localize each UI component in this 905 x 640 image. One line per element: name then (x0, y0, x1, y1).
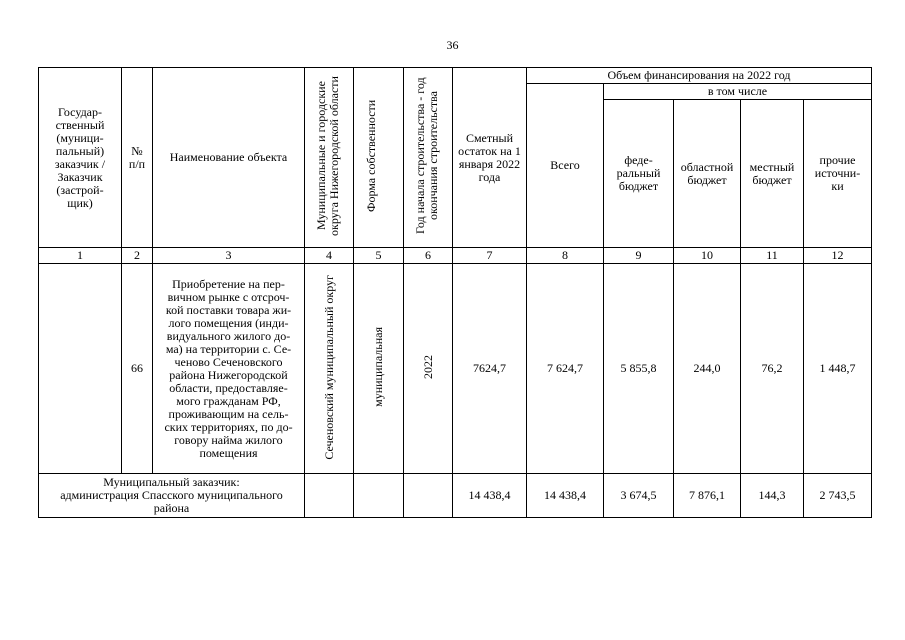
row-object-name-text: Приобретение на пер- вичном рынке с отсроч- кой поставки товара жи- лого помещения (инди- видуального жилого до- ма) на территории с. Се- ченово Сеченовского района Нижегородской области, предоставляе- мого гражданам РФ, проживающим на сель- ских территориях, по до- говору найма жилого помещения (164, 276, 293, 460)
header-regional-text: областной бюджет (680, 159, 734, 187)
col-num-6: 6 (404, 248, 453, 264)
summary-label (39, 474, 305, 518)
row-municipality (305, 264, 354, 474)
row-object-name (153, 264, 305, 474)
col-num-7: 7 (453, 248, 527, 264)
summary-municipality (305, 474, 354, 518)
col-num-11: 11 (741, 248, 804, 264)
header-federal-text: феде- ральный бюджет (616, 153, 661, 193)
col-num-12: 12 (804, 248, 872, 264)
header-funding-group: Объем финансирования на 2022 год (527, 68, 872, 84)
summary-local: 144,3 (741, 474, 804, 518)
header-local (741, 100, 804, 248)
page-number: 36 (446, 38, 459, 52)
summary-estimate: 14 438,4 (453, 474, 527, 518)
row-ownership-text: муниципальная (371, 327, 385, 407)
row-federal: 5 855,8 (604, 264, 674, 474)
row-ownership (354, 264, 404, 474)
header-other-text: прочие источни- ки (814, 153, 861, 193)
financing-table (38, 67, 872, 518)
row-number: 66 (122, 264, 153, 474)
header-regional (674, 100, 741, 248)
header-other (804, 100, 872, 248)
row-years-text: 2022 (420, 355, 435, 379)
summary-total: 14 438,4 (527, 474, 604, 518)
column-number-row (39, 248, 872, 264)
summary-federal: 3 674,5 (604, 474, 674, 518)
row-years (404, 264, 453, 474)
row-estimate: 7624,7 (453, 264, 527, 474)
col-num-9: 9 (604, 248, 674, 264)
header-number (122, 68, 153, 248)
header-years-text: Год начала строительства - год окончания строительства (413, 77, 440, 235)
header-federal (604, 100, 674, 248)
header-ownership (354, 68, 404, 248)
table-row (39, 264, 872, 474)
summary-ownership (354, 474, 404, 518)
header-including: в том числе (604, 84, 872, 100)
col-num-2: 2 (122, 248, 153, 264)
col-num-5: 5 (354, 248, 404, 264)
row-local: 76,2 (741, 264, 804, 474)
row-other: 1 448,7 (804, 264, 872, 474)
header-total: Всего (527, 84, 604, 248)
summary-regional: 7 876,1 (674, 474, 741, 518)
summary-years (404, 474, 453, 518)
col-num-8: 8 (527, 248, 604, 264)
row-municipality-text: Сеченовский муниципальный округ (321, 274, 336, 460)
header-local-text: местный бюджет (749, 159, 795, 187)
col-num-1: 1 (39, 248, 122, 264)
header-municipality-text: Муниципальные и городские округа Нижегородской области (314, 76, 341, 236)
header-customer-text: Государ- ственный (муници- пальный) заказчик / Заказчик (застрой- щик) (54, 104, 106, 210)
header-estimate: Сметный остаток на 1 января 2022 года (453, 68, 527, 248)
row-regional: 244,0 (674, 264, 741, 474)
header-object-name: Наименование объекта (153, 68, 305, 248)
header-ownership-text: Форма собственности (363, 99, 378, 213)
header-number-text: № п/п (128, 143, 146, 171)
row-total: 7 624,7 (527, 264, 604, 474)
col-num-4: 4 (305, 248, 354, 264)
summary-row (39, 474, 872, 518)
row-customer (39, 264, 122, 474)
col-num-10: 10 (674, 248, 741, 264)
header-municipality (305, 68, 354, 248)
header-customer (39, 68, 122, 248)
header-years (404, 68, 453, 248)
summary-other: 2 743,5 (804, 474, 872, 518)
summary-label-text: Муниципальный заказчик: администрация Спасского муниципального района (60, 475, 283, 515)
col-num-3: 3 (153, 248, 305, 264)
